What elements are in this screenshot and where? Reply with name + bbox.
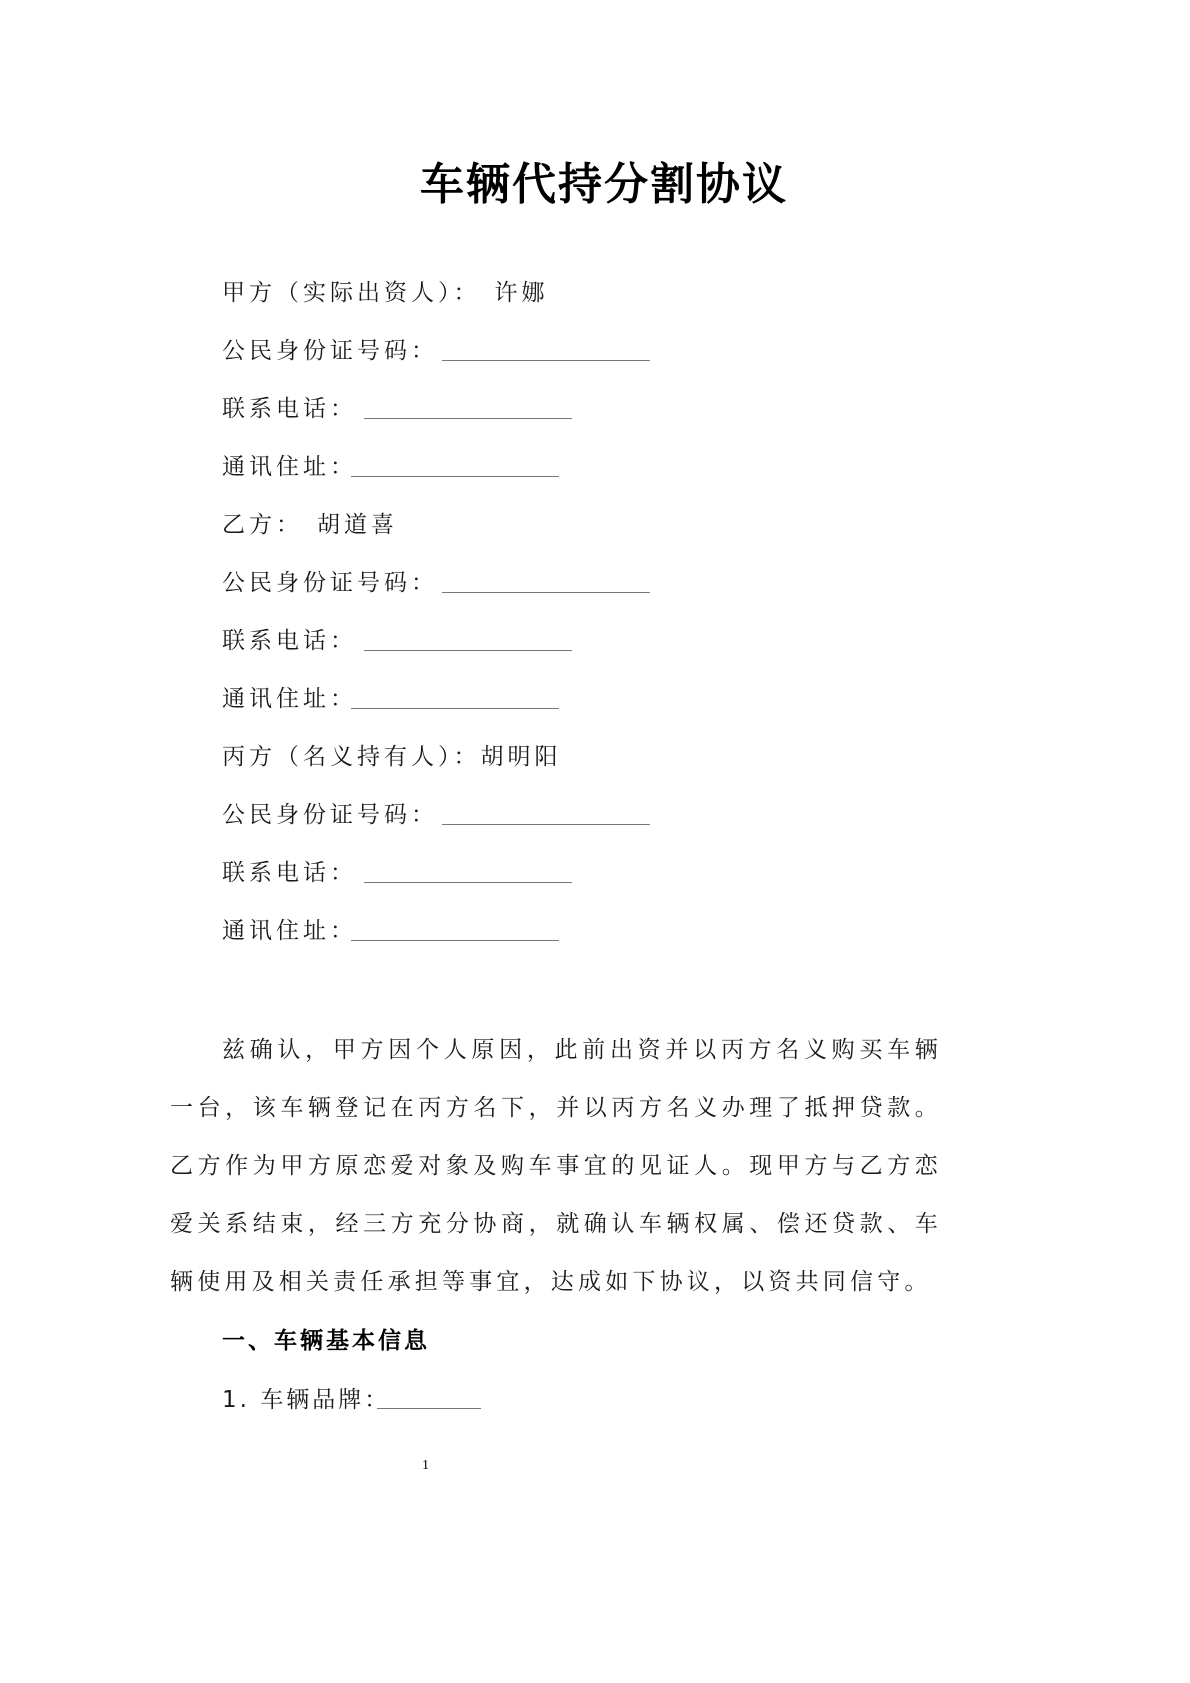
party-b-address-label: 通讯住址：: [222, 686, 357, 712]
party-c-address-field[interactable]: [351, 940, 559, 941]
party-c-id-row: [222, 799, 438, 831]
party-a-address-label: 通讯住址：: [222, 454, 357, 480]
party-a-label: 甲方（实际出资人）：: [222, 280, 481, 306]
page-number: 1: [422, 1458, 429, 1473]
party-b-phone-row: [222, 625, 357, 657]
party-c-label: 丙方（名义持有人）：: [222, 744, 481, 770]
party-a-phone-field[interactable]: [364, 418, 572, 419]
party-c-phone-row: [222, 857, 357, 889]
vehicle-brand-row: [222, 1381, 390, 1414]
document-title: 车辆代持分割协议: [420, 159, 788, 210]
party-a-id-label: 公民身份证号码：: [222, 338, 438, 364]
party-a-phone-label: 联系电话：: [222, 396, 357, 422]
party-c-header: [222, 741, 562, 773]
party-b-address-field[interactable]: [351, 708, 559, 709]
party-b-address-row: [222, 683, 357, 715]
party-b-id-row: [222, 567, 438, 599]
preamble-paragraph: 兹确认，甲方因个人原因，此前出资并以丙方名义购买车辆一台，该车辆登记在丙方名下，并以丙方名义办理了抵押贷款。乙方作为甲方原恋爱对象及购车事宜的见证人。现甲方与乙方恋爱关系结束，经三方充分协商，就确认车辆权属、偿还贷款、车辆使用及相关责任承担等事宜，达成如下协议，以资共同信守。: [170, 1037, 942, 1295]
party-c-name: 胡明阳: [480, 744, 562, 770]
party-c-address-label: 通讯住址：: [222, 918, 357, 944]
party-a-phone-row: [222, 393, 357, 425]
party-a-id-field[interactable]: [442, 360, 650, 361]
party-b-name: 胡道喜: [317, 512, 398, 538]
party-a-header: [222, 277, 549, 309]
party-c-id-label: 公民身份证号码：: [222, 802, 438, 828]
party-b-header: [222, 509, 398, 541]
section-heading: 一、车辆基本信息: [222, 1328, 430, 1354]
party-a-address-field[interactable]: [351, 476, 559, 477]
party-c-address-row: [222, 915, 357, 947]
party-a-id-row: [222, 335, 438, 367]
party-c-phone-label: 联系电话：: [222, 860, 357, 886]
party-b-id-label: 公民身份证号码：: [222, 570, 438, 596]
vehicle-brand-label: 1. 车辆品牌：: [222, 1387, 391, 1413]
party-a-name: 许娜: [494, 280, 549, 306]
party-b-id-field[interactable]: [442, 592, 650, 593]
party-b-phone-field[interactable]: [364, 650, 572, 651]
party-c-id-field[interactable]: [442, 824, 650, 825]
vehicle-brand-field[interactable]: [377, 1408, 481, 1409]
party-b-label: 乙方：: [222, 512, 303, 538]
party-a-address-row: [222, 451, 357, 483]
party-b-phone-label: 联系电话：: [222, 628, 357, 654]
party-c-phone-field[interactable]: [364, 882, 572, 883]
